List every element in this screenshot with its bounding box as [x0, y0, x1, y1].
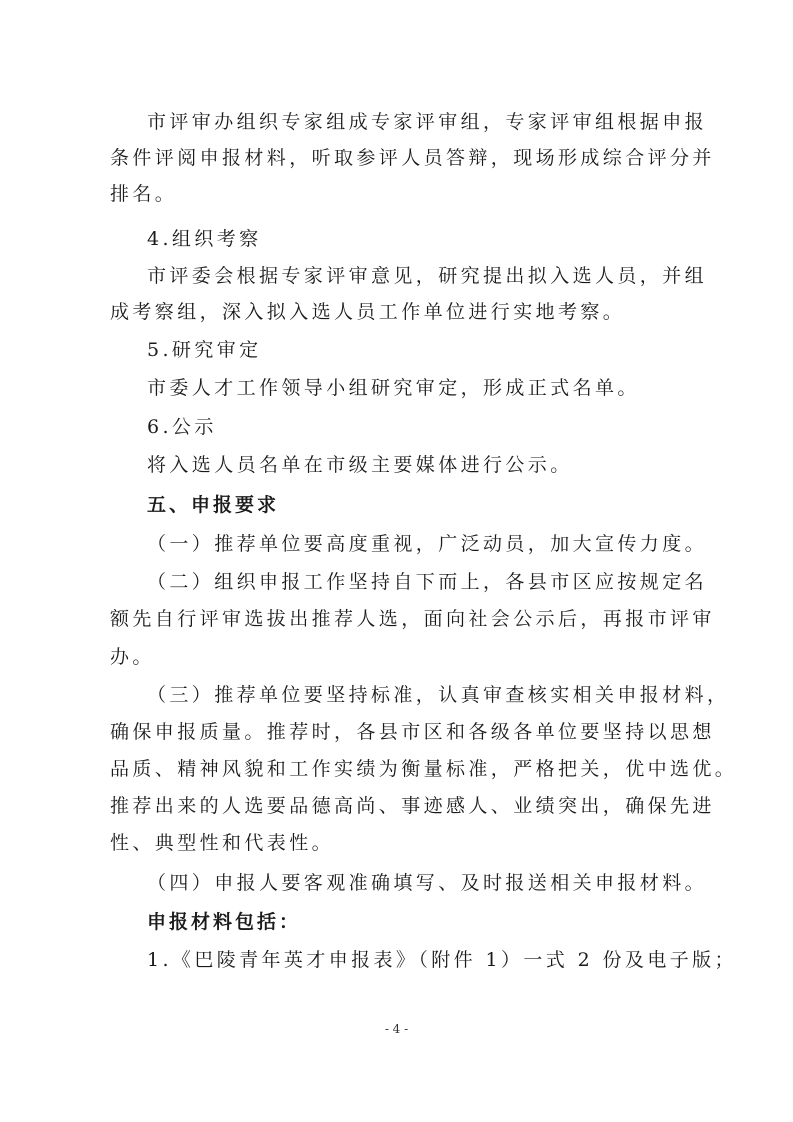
page-number: - 4 -: [384, 1022, 409, 1036]
body-line: （一）推荐单位要高度重视，广泛动员，加大宣传力度。: [147, 533, 708, 555]
body-line: （四）申报人要客观准确填写、及时报送相关申报材料。: [147, 872, 708, 894]
body-line: 办。: [110, 646, 155, 668]
body-line: 1.《巴陵青年英才申报表》（附件 1）一式 2 份及电子版；: [147, 949, 737, 971]
body-line: 排名。: [110, 183, 178, 205]
body-line: 品质、精神风貌和工作实绩为衡量标准，严格把关，优中选优。: [110, 758, 738, 780]
body-line: 市委人才工作领导小组研究审定，形成正式名单。: [147, 377, 640, 399]
materials-heading: 申报材料包括：: [147, 911, 302, 933]
chapter-heading-requirements: 五、申报要求: [147, 494, 280, 516]
body-line: 将入选人员名单在市级主要媒体进行公示。: [147, 454, 573, 476]
body-line: 条件评阅申报材料，听取参评人员答辩，现场形成综合评分并: [110, 147, 715, 169]
body-line: 市评委会根据专家评审意见，研究提出拟入选人员，并组: [147, 265, 708, 287]
body-line: 成考察组，深入拟入选人员工作单位进行实地考察。: [110, 301, 626, 323]
section-heading-review: 5.研究审定: [147, 339, 262, 361]
body-line: 确保申报质量。推荐时，各县市区和各级各单位要坚持以思想: [110, 721, 715, 743]
body-line: （二）组织申报工作坚持自下而上，各县市区应按规定名: [147, 571, 708, 593]
body-line: 市评审办组织专家组成专家评审组，专家评审组根据申报: [147, 111, 708, 133]
section-heading-publicity: 6.公示: [147, 416, 217, 438]
section-heading-organize-inspection: 4.组织考察: [147, 228, 262, 250]
body-line: （三）推荐单位要坚持标准，认真审查核实相关申报材料，: [147, 684, 730, 706]
body-line: 性、典型性和代表性。: [110, 832, 335, 854]
body-line: 推荐出来的人选要品德高尚、事迹感人、业绩突出，确保先进: [110, 795, 715, 817]
body-line: 额先自行评审选拔出推荐人选，面向社会公示后，再报市评审: [110, 608, 715, 630]
